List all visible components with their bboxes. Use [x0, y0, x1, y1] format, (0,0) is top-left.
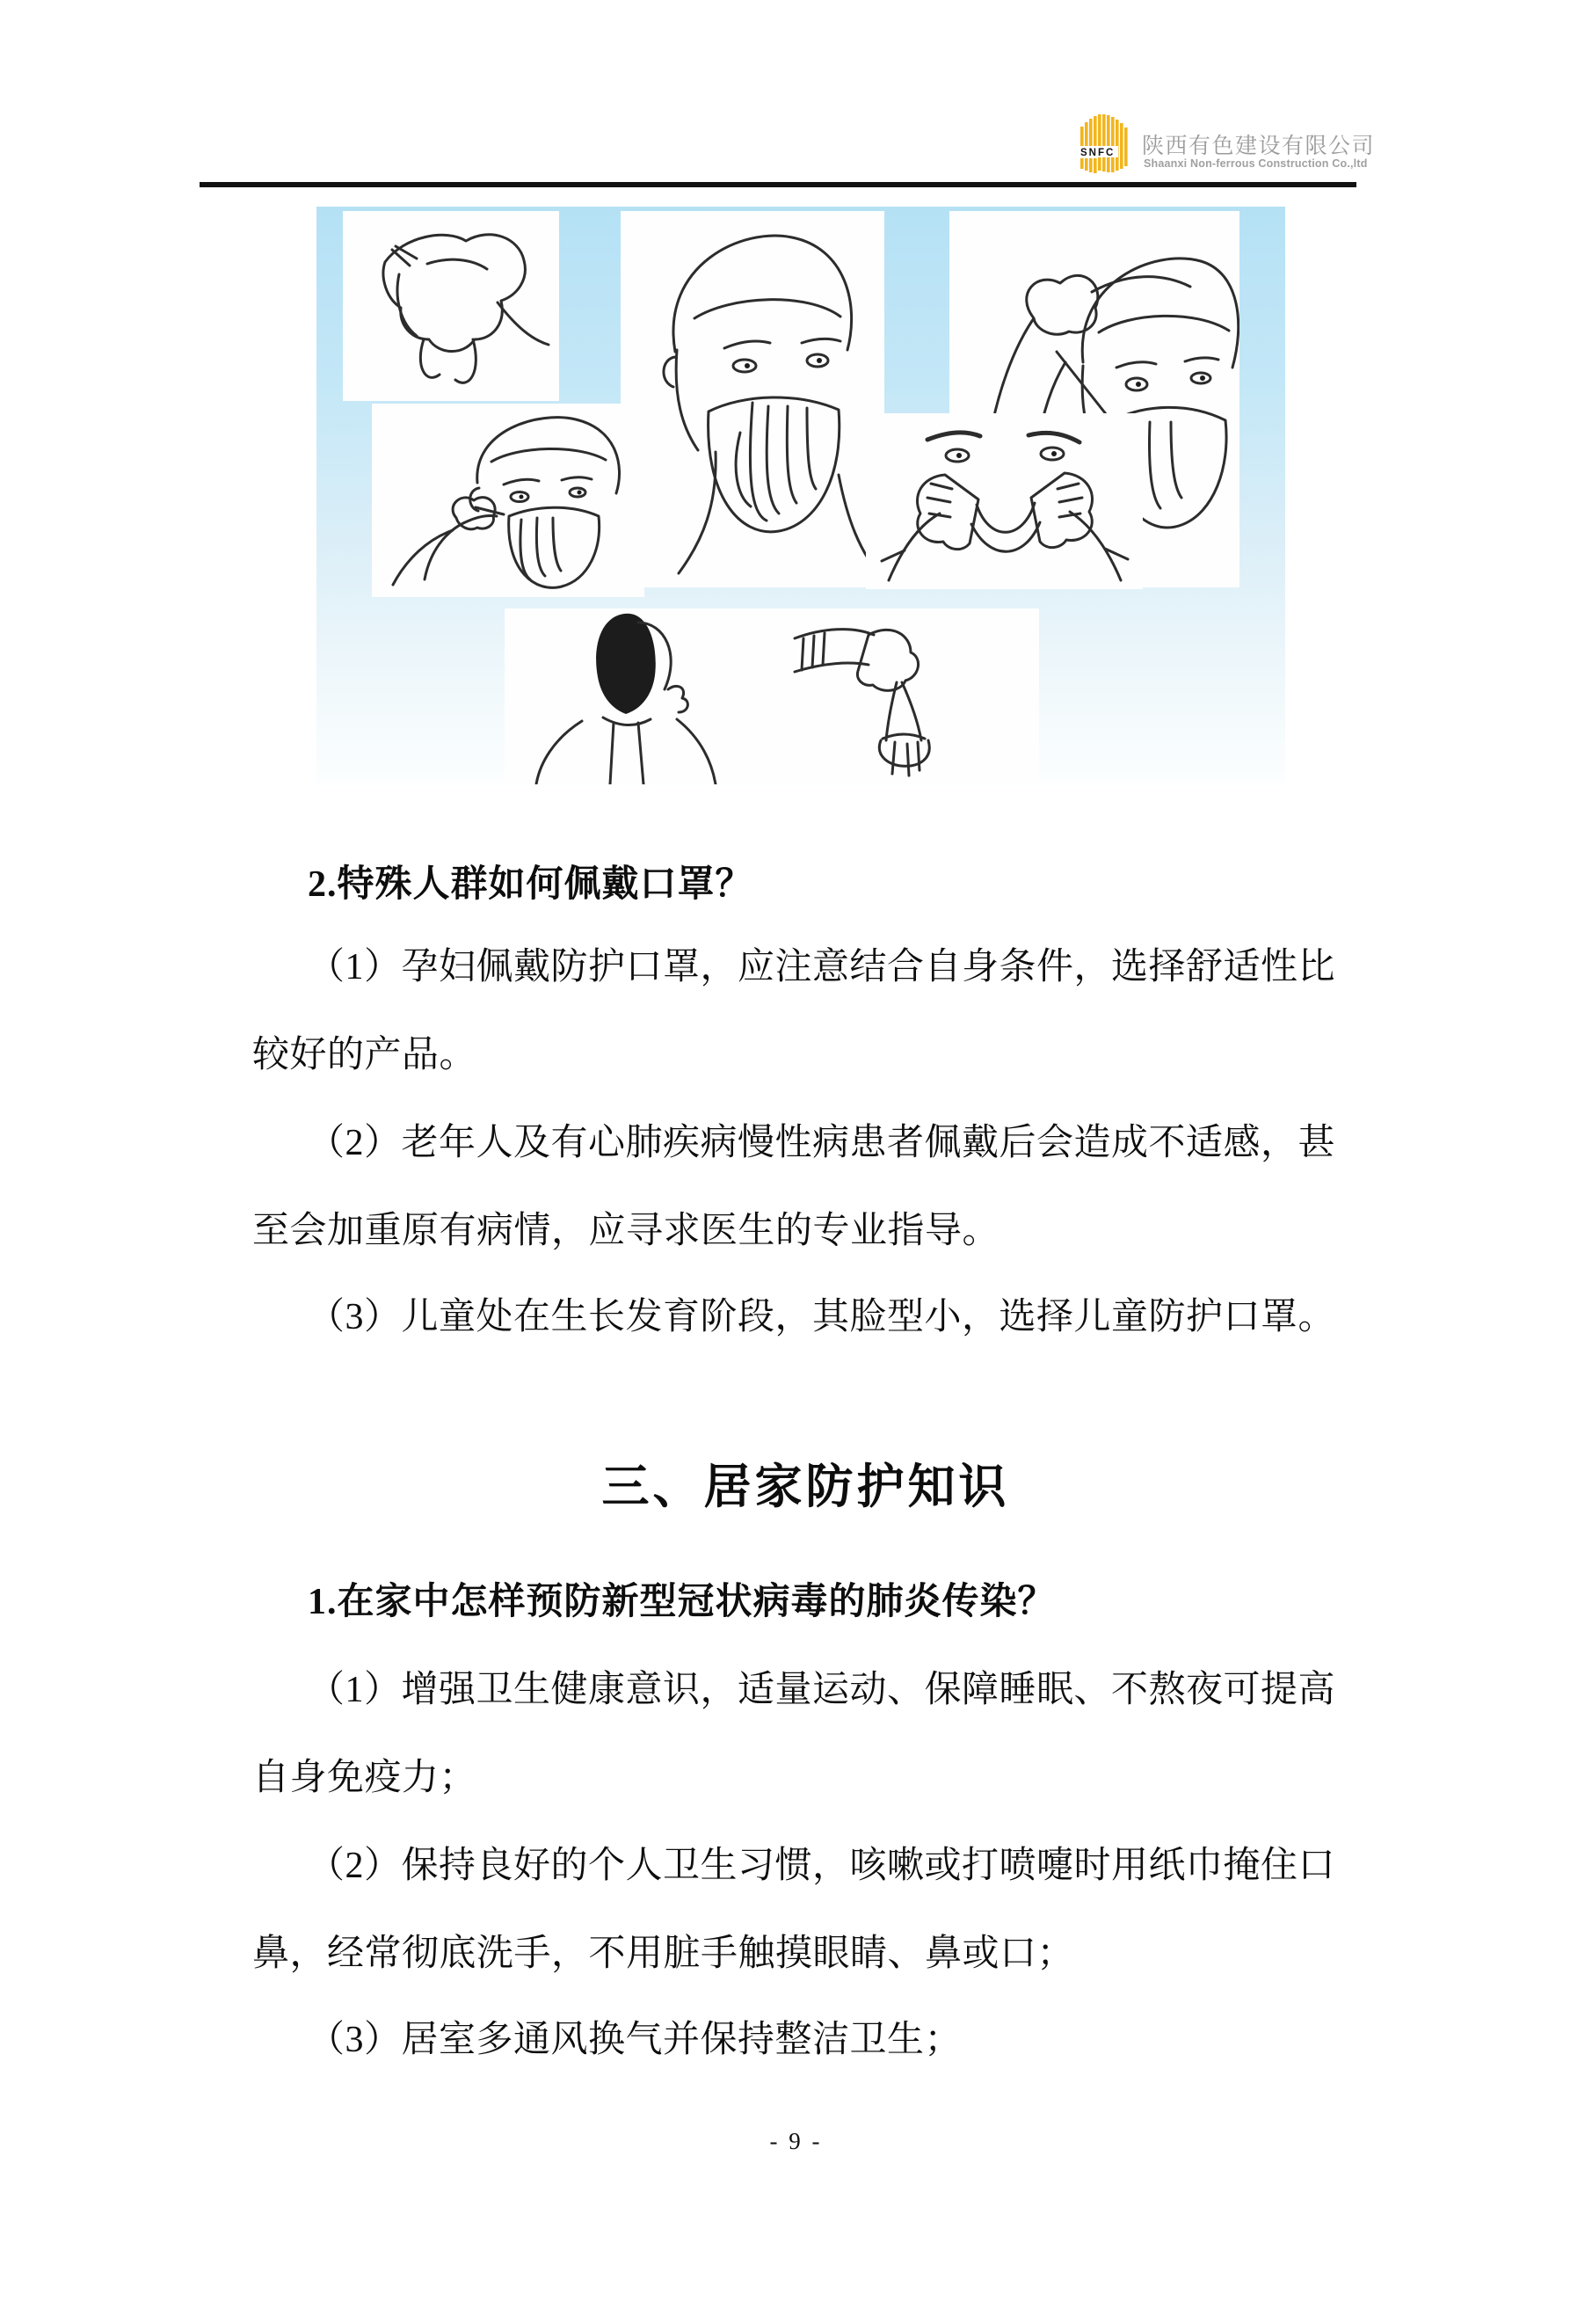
page-number: - 9 -: [769, 2128, 823, 2154]
hold-mask-by-straps-drawing: [343, 211, 559, 401]
fit-straps-back-view-drawing: [505, 608, 1039, 784]
paragraph-line: （1）增强卫生健康意识，适量运动、保障睡眠、不熬夜可提高: [308, 1670, 1336, 1710]
paragraph-line: 至会加重原有病情，应寻求医生的专业指导。: [252, 1211, 1000, 1251]
paragraph-line: （3）居室多通风换气并保持整洁卫生；: [308, 2020, 963, 2060]
section-heading-home-protection: 1.在家中怎样预防新型冠状病毒的肺炎传染？: [308, 1582, 1056, 1622]
paragraph-line: （2）老年人及有心肺疾病慢性病患者佩戴后会造成不适感，甚: [308, 1123, 1336, 1163]
paragraph-line: 自身免疫力；: [252, 1758, 477, 1798]
chapter-title: 三、居家防护知识: [601, 1461, 1010, 1513]
illustration-panel: [505, 608, 1039, 784]
illustration-panel: [866, 413, 1143, 589]
illustration-panel: [343, 211, 559, 401]
logo-acronym-text: SNFC: [1080, 148, 1116, 158]
pinch-nose-clip-drawing: [866, 413, 1143, 589]
company-name-en: Shaanxi Non-ferrous Construction Co.,ltd: [1144, 157, 1368, 170]
illustration-panel: [621, 211, 884, 587]
illustration-panel: [372, 404, 644, 597]
paragraph-line: 鼻，经常彻底洗手，不用脏手触摸眼睛、鼻或口；: [252, 1934, 1075, 1974]
header-rule: [200, 182, 1356, 187]
paragraph-line: （3）儿童处在生长发育阶段，其脸型小，选择儿童防护口罩。: [308, 1297, 1336, 1337]
adjust-strap-at-ear-drawing: [372, 404, 644, 597]
section-heading-mask-special: 2.特殊人群如何佩戴口罩？: [308, 864, 753, 905]
press-mask-on-face-drawing: [621, 211, 884, 587]
paragraph-line: （2）保持良好的个人卫生习惯，咳嗽或打喷嚏时用纸巾掩住口: [308, 1846, 1336, 1886]
mask-steps-illustration: [316, 207, 1285, 785]
paragraph-line: 较好的产品。: [252, 1035, 477, 1075]
company-logo-icon: [1080, 114, 1134, 174]
paragraph-line: （1）孕妇佩戴防护口罩，应注意结合自身条件，选择舒适性比: [308, 947, 1336, 987]
company-name-zh: 陕西有色建设有限公司: [1142, 134, 1376, 158]
